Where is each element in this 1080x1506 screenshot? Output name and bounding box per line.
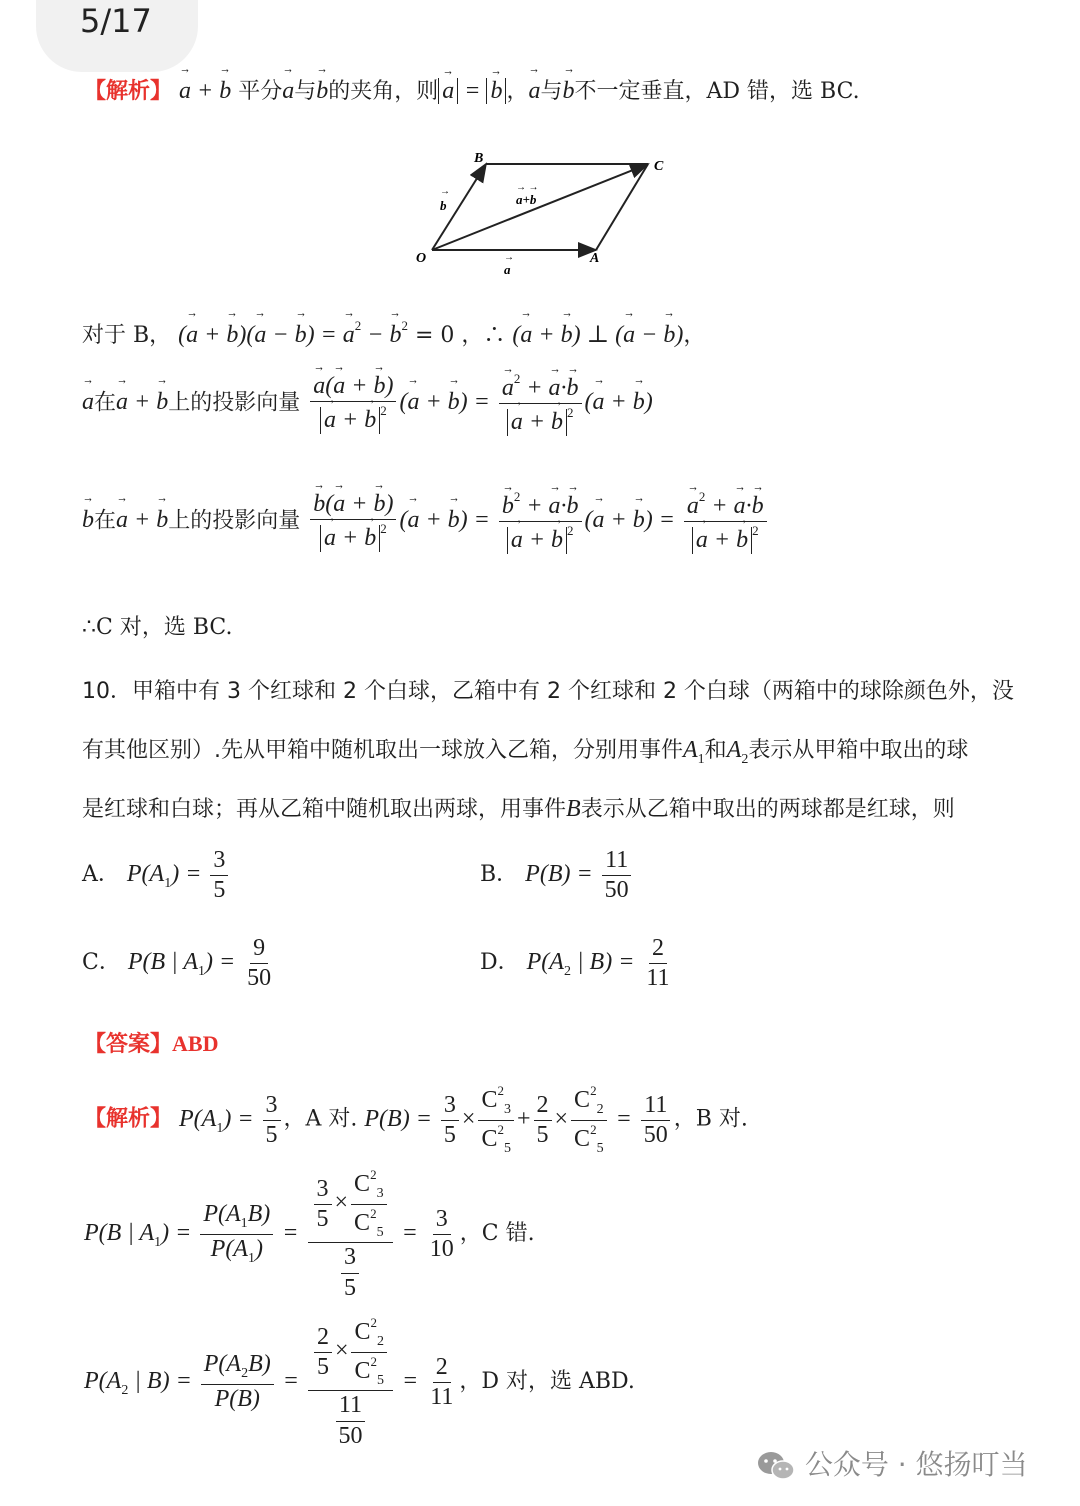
label-vector-a: a <box>504 262 511 277</box>
option-d[interactable]: D． $P(A_2$ | B) = $\frac{2}{11}$ <box>480 935 670 992</box>
solution-9-projection-a: → a在→ a + → b上的投影向量 → a(→ a + → b) → a + → b $^2$ (→ a + → b) = → $a^2$ + → a·→ b → a + → b $^2$ (→ a + → b) <box>82 372 653 436</box>
vector-a-plus-b-line <box>432 164 648 250</box>
question-10-line-3: 是红球和白球；再从乙箱中随机取出两球，用事件B表示从乙箱中取出的两球都是红球，则 <box>82 796 955 822</box>
text: = 0 ，∴ <box>414 323 506 348</box>
page-indicator <box>36 0 198 72</box>
solution-10-line-3: $P(A_2$ | B) = $\frac{P(A_2B)}{P(B)}$ = $\frac{2}{5}$ × $\frac{C^2_2}{C^2_5}$ $\frac{11}{50}$ = $\frac{2}{11}$ ，D 对，选 ABD. <box>84 1315 635 1449</box>
text: 有其他区别）.先从甲箱中随机取出一球放入乙箱，分别用事件 <box>82 738 683 763</box>
text: 的夹角，则 <box>328 79 439 104</box>
wechat-icon <box>756 1450 796 1482</box>
parallelogram-diagram <box>410 146 680 286</box>
analysis-tag: 【解析】 <box>84 1106 173 1132</box>
text: ， <box>683 323 706 348</box>
text: 与 <box>294 79 317 104</box>
text: 和 <box>704 738 727 763</box>
label-o-point: O <box>416 251 427 266</box>
solution-10-line-2: P(B | $A_1$) = $\frac{P(A_1B)}{P(A_1)}$ = $\frac{3}{5}$ × $\frac{C^2_3}{C^2_5}$ $\frac{3}{5}$ = $\frac{3}{10}$ ，C 错. <box>84 1167 535 1301</box>
solution-9-conclusion: ∴C 对，选 BC. <box>82 615 233 640</box>
solution-9-line-b: 对于 B， (→ a + → b)(→ a − → b) = → $a^2$ − → $b^2 = 0$ ，∴ (→ a + → b) ⊥ (→ a − → b)， <box>82 318 705 351</box>
svg-text:→: → <box>504 252 514 263</box>
text: 在 <box>94 508 117 534</box>
text: ，C 错. <box>459 1220 535 1246</box>
label-b-point: B <box>474 151 484 166</box>
text: 是红球和白球；再从乙箱中随机取出两球，用事件 <box>82 797 567 822</box>
option-label: D． <box>480 950 520 976</box>
text: 表示从乙箱中取出的两球都是红球，则 <box>580 797 955 822</box>
watermark-text: 公众号 · 悠扬叮当 <box>804 1448 1028 1481</box>
option-b[interactable]: B． P(B) = $\frac{11}{50}$ <box>480 848 635 903</box>
text: 不一定垂直，AD 错，选 BC. <box>574 79 860 104</box>
text: ， <box>506 79 529 104</box>
question-10-line-2: 有其他区别）.先从甲箱中随机取出一球放入乙箱，分别用事件$A_1$和$A_2$表示从甲箱中取出的球 <box>82 737 969 767</box>
option-c[interactable]: C． P(B | $A_1$) = $\frac{9}{50}$ <box>82 935 272 992</box>
text: 平分 <box>238 79 283 104</box>
text: 与 <box>540 79 563 104</box>
text: 表示从甲箱中取出的球 <box>748 738 969 763</box>
solution-10-line-1: 【解析】 $P(A_1)$ = $\frac{3}{5}$ ，A 对. P(B) = $\frac{3}{5}$ × $\frac{C^2_3}{C^2_5}$ + $\frac{2}{5}$ × $\frac{C^2_2}{C^2_5}$ = $\frac{11}{50}$ ，B 对. <box>84 1083 748 1156</box>
option-a[interactable]: A． $P(A_1)$ = $\frac{3}{5}$ <box>82 848 231 903</box>
option-label: A． <box>82 862 120 888</box>
side-ac <box>596 164 648 250</box>
text: ，B 对. <box>673 1106 748 1132</box>
solution-9-projection-b: → b在→ a + → b上的投影向量 → b(→ a + → b) → a + → b $^2$ (→ a + → b) = → $b^2$ + → a·→ b → a + → b $^2$ (→ a + → b) = → $a^2$ + → a·→ b → a + → b $^2$ <box>82 490 770 554</box>
option-label: C． <box>82 950 121 976</box>
text: 在 <box>94 390 117 416</box>
label-vector-a-plus-b: a+b <box>516 192 537 207</box>
solution-9-line-1: 【解析】 → a + → b 平分→ a与→ b的夹角，则→ a = → b ，→ a与→ b不一定垂直，AD 错，选 BC. <box>84 76 860 107</box>
label-a-point: A <box>590 251 600 266</box>
watermark <box>756 1443 1028 1483</box>
label-c-point: C <box>654 159 664 174</box>
page-indicator-text: 5/17 <box>80 2 152 40</box>
answer-tag: 【答案】 <box>84 1032 173 1057</box>
text: 上的投影向量 <box>168 508 301 534</box>
text: 上的投影向量 <box>168 390 301 416</box>
option-label: B． <box>480 862 519 888</box>
label-vector-b: b <box>440 198 447 213</box>
svg-text:→: → <box>440 186 450 197</box>
text: 对于 B， <box>82 323 172 348</box>
analysis-tag: 【解析】 <box>84 79 173 104</box>
text: ，A 对. <box>283 1106 358 1132</box>
answer-value: ABD <box>172 1031 219 1056</box>
question-10-line-1: 10．甲箱中有 3 个红球和 2 个白球，乙箱中有 2 个红球和 2 个白球（两箱中的球除颜色外，没 <box>82 679 1014 704</box>
svg-text:→ →: → → <box>516 182 539 193</box>
answer-line <box>84 1030 218 1060</box>
text: ，D 对，选 ABD. <box>459 1368 635 1394</box>
